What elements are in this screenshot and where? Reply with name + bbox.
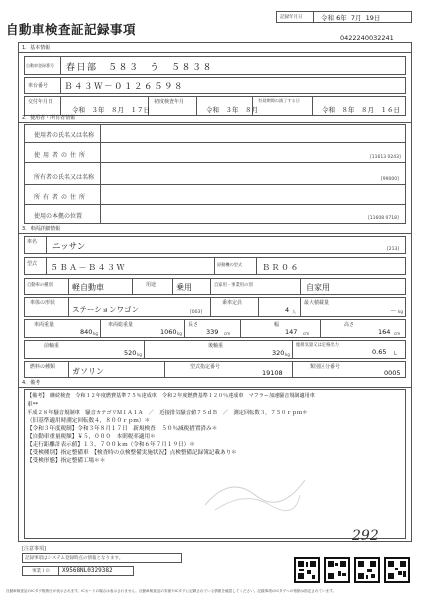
make-value: ニッサン <box>52 242 86 252</box>
gross-label: 車両総重量 <box>108 322 134 328</box>
notice-label: [注意事項] <box>22 546 46 552</box>
displacement-label: 総排気量又は定格出力 <box>296 343 339 348</box>
gross-value: 1060 <box>160 328 177 336</box>
chassis-value: Ｂ４３Ｗ－０１２６５９８ <box>64 82 185 92</box>
reg-no-label: 自動車登録番号 <box>26 63 54 68</box>
use-label: 用途 <box>146 282 157 288</box>
document-title: 自動車検査証記録事項 <box>6 22 137 37</box>
note-line-4: （旧基準適用時測定回転数４，８００ｒｐｍ）＊ <box>27 418 151 424</box>
serial-label: 事業ＩＤ <box>32 569 50 574</box>
section-owner-title: 2．使用者・所有者情報 <box>22 115 76 121</box>
location-label: 使用の本拠の位置 <box>34 213 83 220</box>
engine-value: ＢＲ０６ <box>262 263 300 272</box>
fuel-label: 燃料の種類 <box>30 364 56 370</box>
rear-axle-label: 後軸重 <box>208 343 224 349</box>
capacity-value: 4 <box>285 306 290 314</box>
displacement-unit: L <box>394 351 397 357</box>
front-axle-label: 前軸重 <box>44 343 60 349</box>
rear-axle-value: 320 <box>272 349 285 357</box>
height-label: 高さ <box>344 322 355 328</box>
height-unit: cm <box>394 331 401 336</box>
issue-date-value: 令和 ３年 ８月 １７日 <box>72 106 150 114</box>
body-value: ステーションワゴン <box>72 305 140 314</box>
rear-axle-unit: kg <box>285 352 290 357</box>
owner-name-code: [99000] <box>381 177 399 182</box>
type-approval-label: 型式指定番号 <box>190 364 221 370</box>
bottom-notice: 自動車検査証のICタグ格納日が表示されます。ICカードの場合は表示されません。自動車検査証の券面やICタグに記載されている情報を確認してください。記録事項のICタグへの格納は指定されています。 <box>6 589 337 593</box>
record-date-label: 記録年月日 <box>280 15 303 20</box>
note-line-5: 【令和３年度税制】令和３年８月１７日 新規検査 ５０％減税措置済み＊ <box>27 426 218 432</box>
model-label: 型式 <box>27 261 38 267</box>
issue-date-label: 交付年月日 <box>28 99 54 105</box>
doc-number: 0422240032241 <box>340 34 394 42</box>
owner-name-label: 所有者の氏名又は名称 <box>34 174 95 181</box>
qr-code-1 <box>294 557 320 583</box>
section-basic-title: 1．基本情報 <box>22 45 51 51</box>
model-value: ５ＢＡ－Ｂ４３Ｗ <box>50 263 126 272</box>
height-value: 164 <box>378 328 391 336</box>
length-label: 長さ <box>188 322 199 328</box>
max-load-value: － <box>390 307 397 315</box>
user-address-label: 使用者の住所 <box>34 152 89 159</box>
user-name-label: 使用者の氏名又は名称 <box>34 132 95 139</box>
length-value: 339 <box>206 328 219 336</box>
qr-code-4 <box>384 557 410 583</box>
make-label: 車名 <box>27 239 38 245</box>
notice-text: 記録事項はシステム登録時点の情報となります。 <box>25 556 124 561</box>
qr-code-2 <box>324 557 350 583</box>
use-value: 乗用 <box>176 283 192 292</box>
note-line-1: 【備考】 継続検査 令和１２年度燃費基準７５％達成車 令和２年度燃費基準１２０％達成車 マフラー加速騒音規制適用車 <box>27 393 315 399</box>
weight-value: 840 <box>80 328 93 336</box>
capacity-label: 乗車定員 <box>222 300 243 306</box>
weight-unit: kg <box>93 331 98 336</box>
note-line-7: 【走行距離計表示値】１３，７００ｋｍ（令和６年７月１９日）＊ <box>27 442 195 448</box>
note-line-8: 【受検種別】指定整備車 【検査時の点検整備実施状況】点検整備記録簿記載あり＊ <box>27 450 237 456</box>
business-label: 自家用・事業用の別 <box>214 283 253 288</box>
body-code: [003] <box>190 310 203 315</box>
expiry-value: 令和 ８年 ８月 １６日 <box>322 106 400 114</box>
make-code: [213] <box>387 247 400 252</box>
category-value: 0005 <box>384 369 401 377</box>
watermark-scribble <box>200 465 310 515</box>
front-axle-value: 520 <box>124 349 137 357</box>
note-line-9: 【受検形態】指定整備工場＊＊ <box>27 458 106 464</box>
front-axle-unit: kg <box>137 352 142 357</box>
section-notes-title: 4．備考 <box>22 380 41 386</box>
section-vehicle-title: 3．車両詳細情報 <box>22 226 61 232</box>
note-line-6: 【自動車重量税額】￥５，０００ 本則税率適用＊ <box>27 434 156 440</box>
weight-label: 車両重量 <box>34 322 55 328</box>
width-unit: cm <box>303 331 310 336</box>
note-line-2: 車** <box>27 402 39 408</box>
width-label: 幅 <box>274 322 280 328</box>
business-value: 自家用 <box>306 283 330 292</box>
user-address-code: [11613 0243] <box>370 155 401 160</box>
owner-address-label: 所有者の住所 <box>34 194 89 201</box>
kind-label: 自動車の種別 <box>27 283 53 288</box>
max-load-label: 最大積載量 <box>304 300 330 306</box>
engine-label: 原動機の型式 <box>217 262 243 267</box>
gross-unit: kg <box>177 331 182 336</box>
category-label: 類別区分番号 <box>310 364 341 370</box>
fuel-value: ガソリン <box>72 367 104 376</box>
length-unit: cm <box>224 331 231 336</box>
kind-value: 軽自動車 <box>72 283 104 292</box>
reg-no-value: 春日部 ５８３ う ５８３８ <box>66 63 214 73</box>
note-line-3: 平成２８年騒音規制車 騒音カテゴリＭ１Ａ１Ａ ／ 近接排気騒音値７５ｄＢ ／ 測定回転数３，７５０ｒｐｍ＊ <box>27 410 308 416</box>
qr-code-3 <box>354 557 380 583</box>
displacement-value: 0.65 <box>372 348 387 356</box>
first-reg-label: 初度検査年月 <box>154 99 185 105</box>
expiry-label: 有効期間の満了する日 <box>258 98 300 103</box>
max-load-unit: kg <box>398 309 403 314</box>
capacity-unit: 人 <box>292 309 296 314</box>
width-value: 147 <box>285 328 298 336</box>
type-approval-value: 19108 <box>262 369 283 377</box>
chassis-label: 車台番号 <box>28 83 49 89</box>
handwritten-number: 292 <box>352 528 379 544</box>
record-date-value: 令和 6年 7月 19日 <box>321 14 381 22</box>
serial-value: X9568NL0329382 <box>62 567 113 574</box>
first-reg-value: 令和 ３年 ８月 <box>206 106 258 114</box>
body-label: 車体の形状 <box>30 300 56 306</box>
location-code: [11608 0718] <box>368 216 399 221</box>
